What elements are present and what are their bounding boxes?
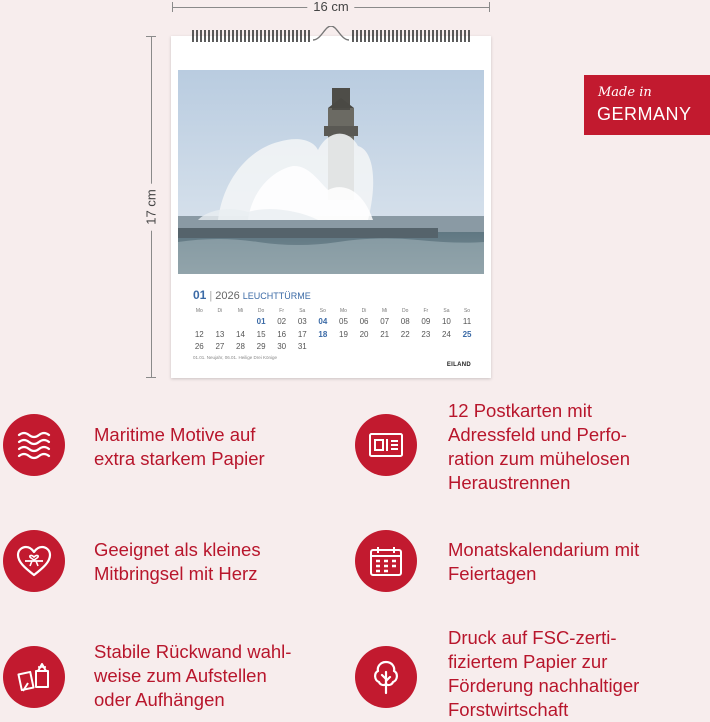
- day-cell: 21: [380, 329, 390, 339]
- day-cell: 03: [297, 317, 307, 326]
- day-cell: 08: [400, 317, 410, 326]
- feature-text-fsc: [448, 626, 639, 722]
- day-cell: 26: [194, 342, 204, 351]
- holidays-note: 01.01. Neujahr, 06.01. Heilige Drei Könige: [193, 355, 278, 360]
- weekday-label: Di: [217, 308, 223, 314]
- calendar-title: LEUCHTTÜRME: [242, 291, 311, 301]
- day-cell: 15: [256, 329, 266, 339]
- height-label: 17 cm: [144, 183, 159, 230]
- feature-text-backboard: [94, 640, 291, 712]
- weekday-row: [189, 306, 477, 316]
- weekday-label: Fr: [423, 308, 429, 314]
- day-cell: 16: [277, 329, 287, 339]
- feature-line: 12 Postkarten mit: [448, 400, 592, 421]
- feature-line: ration zum mühelosen: [448, 448, 631, 469]
- day-cell: 31: [297, 342, 307, 351]
- weekday-label: Mi: [237, 308, 244, 314]
- feature-text-maritime: [94, 423, 265, 471]
- day-cell: 06: [359, 317, 369, 326]
- feature-text-calendar: [448, 538, 639, 586]
- weekday-label: Do: [257, 308, 265, 314]
- day-cell: 28: [236, 342, 245, 351]
- weekday-label: Do: [402, 308, 409, 314]
- day-cell: 17: [297, 329, 307, 339]
- day-cell: 24: [441, 329, 451, 339]
- feature-line: Adressfeld und Perfo-: [448, 424, 627, 445]
- weekday-label: So: [319, 308, 326, 314]
- day-cell: 09: [421, 317, 431, 326]
- weekday-label: So: [463, 308, 471, 314]
- day-cell: 07: [380, 317, 390, 326]
- tree-icon: [355, 646, 417, 708]
- weekday-label: Mo: [195, 308, 203, 314]
- day-cell: 02: [277, 317, 287, 326]
- feature-line: extra starkem Papier: [94, 448, 265, 469]
- heart-gift-icon: [3, 530, 65, 592]
- day-cell: 13: [215, 329, 225, 339]
- width-dimension: [172, 0, 490, 14]
- feature-line: Maritime Motive auf: [94, 424, 256, 445]
- postcard-icon: [355, 414, 417, 476]
- feature-line: Forstwirtschaft: [448, 699, 569, 720]
- day-cell: [230, 316, 251, 329]
- day-cell: [189, 316, 210, 329]
- sunday-day-cell: 04: [318, 317, 328, 326]
- height-dimension: [144, 36, 158, 378]
- feature-line: weise zum Aufstellen: [94, 665, 267, 686]
- weekday-label: Di: [361, 308, 367, 314]
- day-cell: 29: [256, 342, 266, 351]
- calendar-product: [171, 36, 491, 378]
- waves-icon: [3, 414, 65, 476]
- week-row: [189, 329, 477, 342]
- week-row: [189, 316, 477, 329]
- sunday-day-cell: 18: [318, 329, 328, 339]
- width-label: 16 cm: [307, 0, 354, 14]
- day-cell: 30: [277, 342, 287, 351]
- feature-line: Feiertagen: [448, 563, 537, 584]
- calendar-icon: [355, 530, 417, 592]
- day-cell: [210, 316, 231, 329]
- day-cell: 20: [359, 329, 369, 339]
- day-cell: 22: [400, 329, 410, 339]
- calendar-month: 01: [193, 288, 207, 302]
- day-cell: 19: [339, 329, 348, 339]
- calendar-heading: 01 | 2026 LEUCHTTÜRME: [193, 288, 311, 302]
- easel-hanger-icon: [3, 646, 65, 708]
- day-cell: 14: [236, 329, 245, 339]
- feature-text-postcards: [448, 399, 630, 495]
- weekday-label: Sa: [443, 308, 450, 314]
- calendar-year: 2026: [215, 290, 240, 302]
- feature-line: Stabile Rückwand wahl-: [94, 641, 292, 662]
- day-cell: 27: [215, 342, 225, 351]
- weekday-label: Sa: [299, 308, 306, 314]
- month-grid: [189, 306, 477, 354]
- feature-line: Mitbringsel mit Herz: [94, 563, 258, 584]
- badge-line-2: GERMANY: [597, 104, 692, 124]
- day-cell: 12: [194, 329, 204, 339]
- spiral-binding: [189, 26, 473, 44]
- day-cell: 23: [421, 329, 431, 339]
- feature-line: oder Aufhängen: [94, 689, 225, 710]
- sunday-day-cell: 25: [462, 329, 472, 339]
- week-row: [189, 341, 477, 354]
- made-in-germany-badge: [584, 75, 710, 135]
- feature-line: Geeignet als kleines: [94, 539, 261, 560]
- feature-text-gift: [94, 538, 261, 586]
- badge-line-1: Made in: [598, 85, 652, 100]
- day-cell: 05: [339, 317, 348, 326]
- holiday-day-cell: 01: [256, 317, 266, 326]
- feature-line: fiziertem Papier zur: [448, 651, 608, 672]
- weekday-label: Fr: [279, 308, 285, 314]
- feature-line: Förderung nachhaltiger: [448, 675, 640, 696]
- weekday-label: Mi: [382, 308, 388, 314]
- day-cell: 10: [441, 317, 451, 326]
- feature-line: Monatskalendarium mit: [448, 539, 640, 560]
- lighthouse-photo: [178, 70, 484, 274]
- feature-line: Druck auf FSC-zerti-: [448, 627, 617, 648]
- weekday-label: Mo: [339, 308, 347, 314]
- feature-line: Heraustrennen: [448, 472, 571, 493]
- day-cell: 11: [462, 317, 472, 326]
- brand-logo: EILAND: [446, 362, 471, 368]
